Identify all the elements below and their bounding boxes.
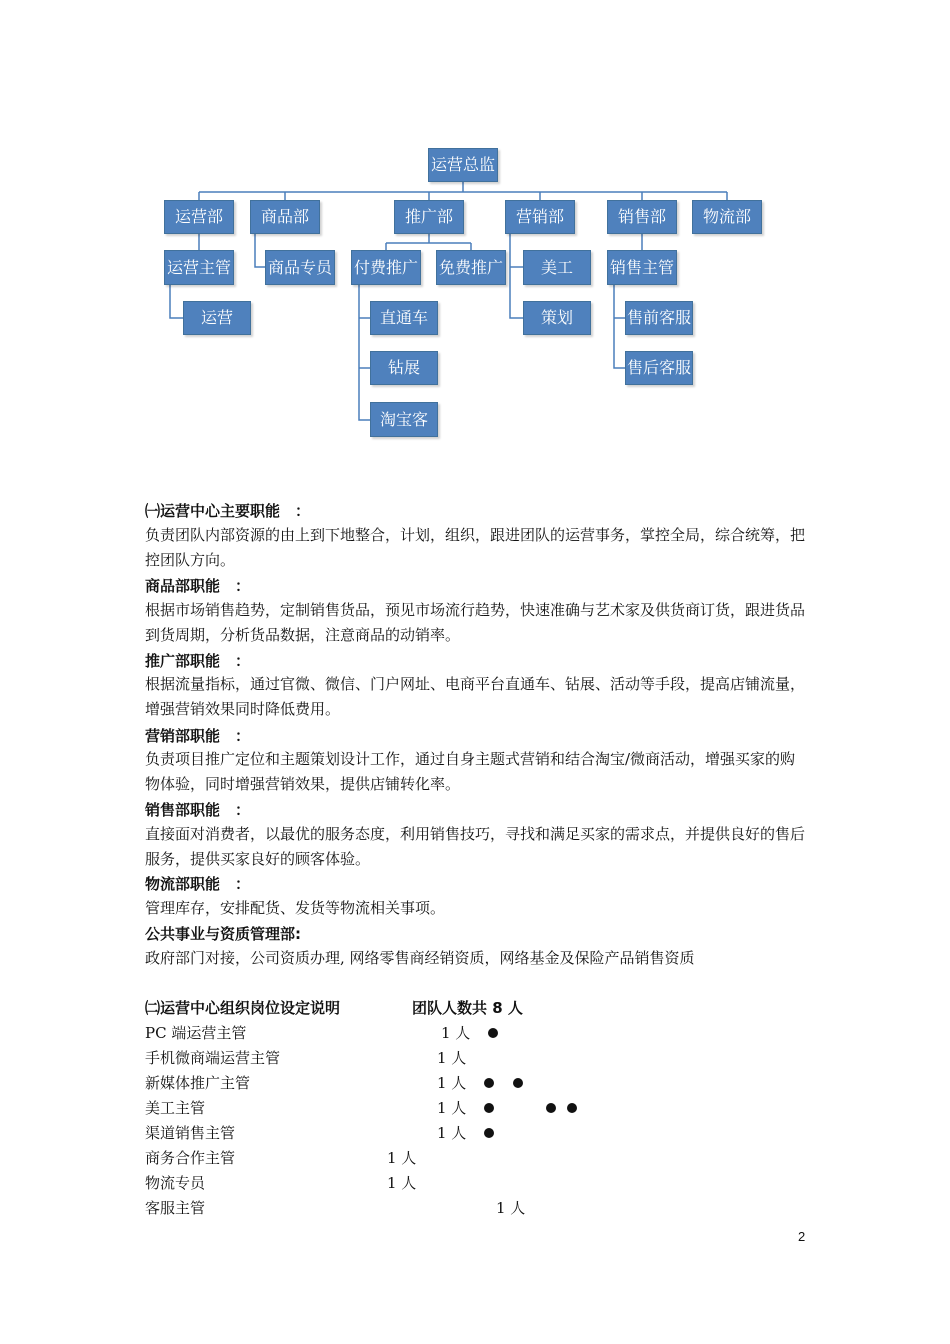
- yingxiao-duty-text: 负责项目推广定位和主题策划设计工作，通过自身主题式营销和结合淘宝/微商活动，增强买家的购物体验，同时增强营销效果，提供店铺转化率。: [145, 750, 796, 793]
- position-title: 物流专员: [145, 1174, 206, 1192]
- tuiguang-duty-title: 推广部职能 ：: [145, 652, 251, 670]
- position-count: 1 人: [387, 1174, 417, 1192]
- org-node-presale-service: 售前客服: [625, 301, 693, 335]
- position-count: 1 人: [437, 1124, 467, 1142]
- position-title: 渠道销售主管: [145, 1124, 236, 1142]
- position-title: 客服主管: [145, 1199, 206, 1217]
- org-node-shangpin-staff: 商品专员: [265, 250, 335, 285]
- bullet-dot-icon: [484, 1128, 494, 1138]
- shangpin-duty-title: 商品部职能 ：: [145, 577, 251, 595]
- org-chart-connectors: [0, 0, 950, 470]
- position-count: 1 人: [387, 1149, 417, 1167]
- position-count: 1 人: [496, 1199, 526, 1217]
- org-node-zuanzhan: 钻展: [370, 351, 438, 385]
- org-node-taobaoke: 淘宝客: [370, 402, 438, 437]
- team-total: 团队人数共 8 人: [412, 999, 523, 1017]
- xiaoshou-duty-title: 销售部职能 ：: [145, 801, 251, 819]
- section2-heading: ㈡运营中心组织岗位设定说明: [145, 999, 341, 1017]
- org-node-dept-wuliu: 物流部: [692, 200, 762, 234]
- org-node-xiaoshou-manager: 销售主管: [607, 250, 677, 285]
- org-node-yunying-staff: 运营: [183, 301, 251, 335]
- wuliu-duty-text: 管理库存，安排配货、发货等物流相关事项。: [145, 899, 446, 917]
- org-node-free-promotion: 免费推广: [436, 250, 506, 285]
- position-count: 1 人: [437, 1049, 467, 1067]
- org-node-paid-promotion: 付费推广: [351, 250, 421, 285]
- bullet-dot-icon: [488, 1028, 498, 1038]
- xiaoshou-duty-text: 直接面对消费者，以最优的服务态度，利用销售技巧，寻找和满足买家的需求点，并提供良好的售后服务，提供买家良好的顾客体验。: [145, 825, 806, 868]
- section1-heading: ㈠运营中心主要职能 ：: [145, 502, 311, 520]
- yingxiao-duty-title: 营销部职能 ：: [145, 727, 251, 745]
- gonggong-duty-text: 政府部门对接，公司资质办理, 网络零售商经销资质，网络基金及保险产品销售资质: [145, 949, 695, 967]
- org-node-dept-xiaoshou: 销售部: [607, 200, 677, 234]
- org-node-aftersale-service: 售后客服: [625, 351, 693, 385]
- tuiguang-duty-text: 根据流量指标，通过官微、微信、门户网址、电商平台直通车、钻展、活动等手段，提高店铺流量，增强营销效果同时降低费用。: [145, 675, 806, 718]
- position-title: 新媒体推广主管: [145, 1074, 251, 1092]
- org-node-zhitongche: 直通车: [370, 301, 438, 335]
- org-node-yunying-manager: 运营主管: [164, 250, 234, 285]
- org-node-dept-yunying: 运营部: [164, 200, 234, 234]
- page-number: 2: [798, 1229, 806, 1244]
- wuliu-duty-title: 物流部职能 ：: [145, 875, 251, 893]
- org-node-cehua: 策划: [523, 301, 591, 335]
- bullet-dot-icon: [546, 1103, 556, 1113]
- org-node-dept-yingxiao: 营销部: [505, 200, 575, 234]
- bullet-dot-icon: [484, 1078, 494, 1088]
- bullet-dot-icon: [567, 1103, 577, 1113]
- section1-intro: 负责团队内部资源的由上到下地整合，计划，组织，跟进团队的运营事务，掌控全局，综合统筹，把控团队方向。: [145, 526, 806, 569]
- shangpin-duty-text: 根据市场销售趋势，定制销售货品，预见市场流行趋势，快速准确与艺术家及供货商订货，跟进货品到货周期，分析货品数据，注意商品的动销率。: [145, 601, 806, 644]
- position-title: 商务合作主管: [145, 1149, 236, 1167]
- org-node-dept-shangpin: 商品部: [250, 200, 320, 234]
- position-title: 手机微商端运营主管: [145, 1049, 281, 1067]
- position-title: PC 端运营主管: [145, 1024, 247, 1042]
- bullet-dot-icon: [484, 1103, 494, 1113]
- position-count: 1 人: [437, 1099, 467, 1117]
- bullet-dot-icon: [513, 1078, 523, 1088]
- org-node-root: 运营总监: [428, 148, 498, 182]
- position-title: 美工主管: [145, 1099, 206, 1117]
- position-count: 1 人: [441, 1024, 471, 1042]
- org-node-meigong: 美工: [523, 250, 591, 285]
- org-node-dept-tuiguang: 推广部: [394, 200, 464, 234]
- gonggong-duty-title: 公共事业与资质管理部:: [145, 925, 301, 943]
- org-chart: [0, 0, 950, 470]
- position-count: 1 人: [437, 1074, 467, 1092]
